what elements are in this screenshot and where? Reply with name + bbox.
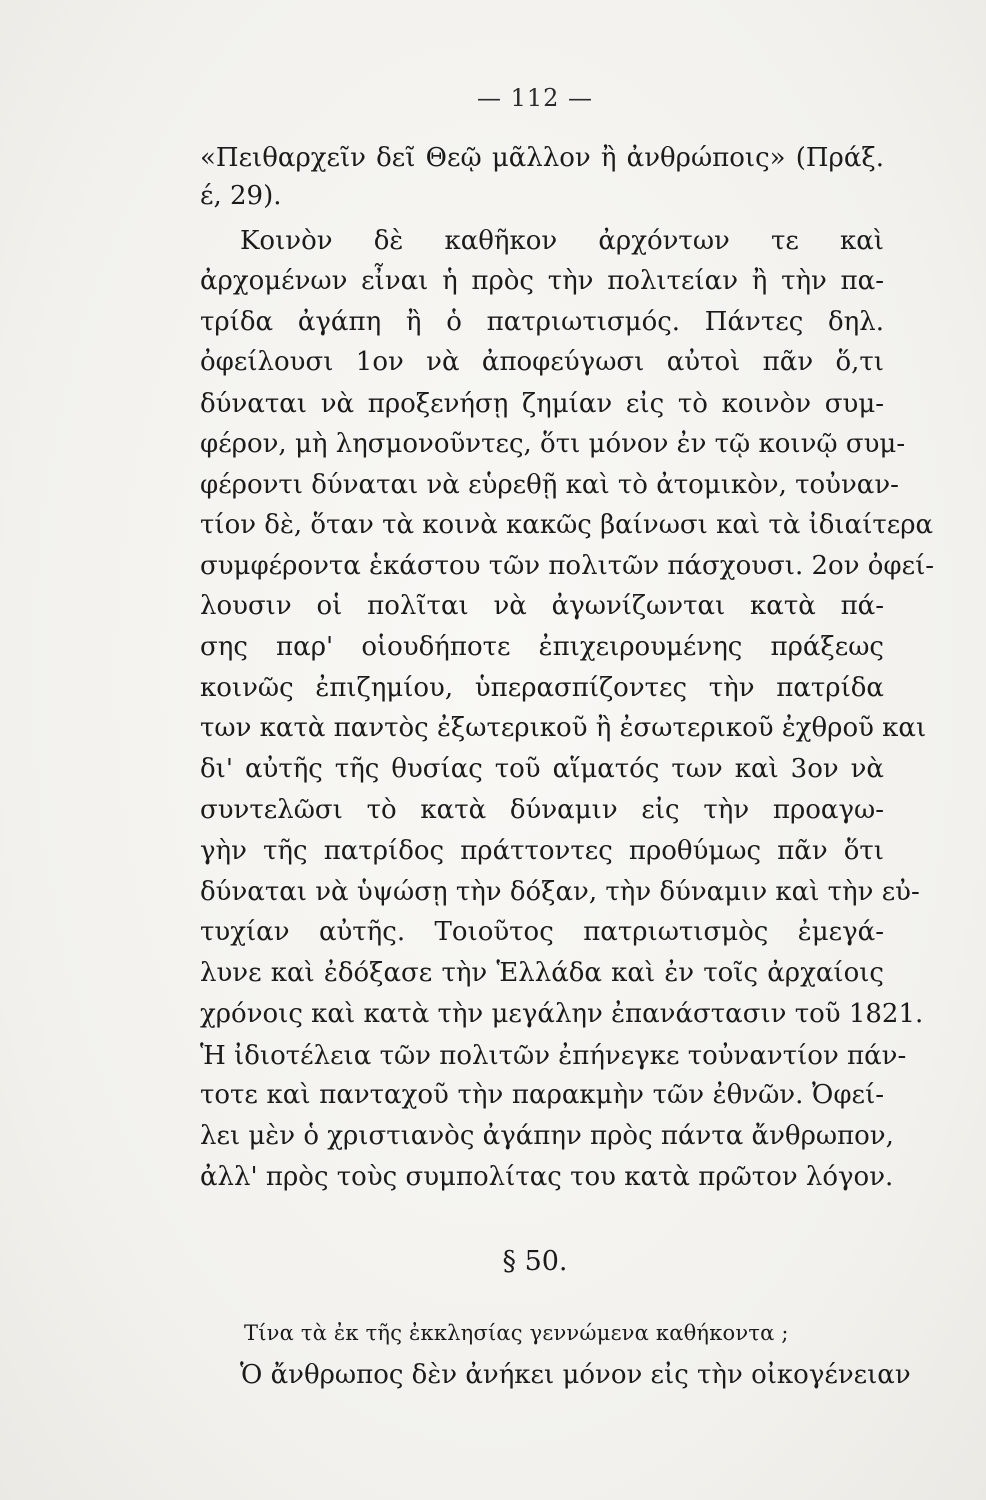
text-line-13: σης παρ' οἱουδήποτε ἐπιχειρουμένης πράξεως xyxy=(200,632,884,662)
text-line-1: «Πειθαρχεῖν δεῖ Θεῷ μᾶλλον ἢ ἀνθρώποις» (Πράξ. xyxy=(200,143,884,173)
text-line-5: τρίδα ἀγάπη ἢ ὁ πατριωτισμός. Πάντες δηλ. xyxy=(200,307,884,337)
text-line-26: ἀλλ' πρὸς τοὺς συμπολίτας του κατὰ πρῶτον λόγον. xyxy=(200,1162,894,1192)
answer-line: Ὁ ἄνθρωπος δὲν ἀνήκει μόνον εἰς τὴν οἰκογένειαν xyxy=(240,1360,911,1390)
section-heading: § 50. xyxy=(502,1246,568,1277)
text-line-19: δύναται νὰ ὑψώσῃ τὴν δόξαν, τὴν δύναμιν καὶ τὴν εὐ- xyxy=(200,877,920,907)
text-line-24: τοτε καὶ πανταχοῦ τὴν παρακμὴν τῶν ἐθνῶν. Ὀφεί- xyxy=(200,1080,884,1110)
text-line-15: των κατὰ παντὸς ἐξωτερικοῦ ἢ ἐσωτερικοῦ ἐχθροῦ και xyxy=(200,713,927,743)
text-line-8: φέρον, μὴ λησμονοῦντες, ὅτι μόνον ἐν τῷ κοινῷ συμ- xyxy=(200,429,906,459)
text-line-3: Κοινὸν δὲ καθῆκον ἀρχόντων τε καὶ xyxy=(240,226,884,256)
text-line-7: δύναται νὰ προξενήσῃ ζημίαν εἰς τὸ κοινὸν συμ- xyxy=(200,389,884,419)
text-line-9: φέροντι δύναται νὰ εὑρεθῇ καὶ τὸ ἀτομικὸν, τοὐναν- xyxy=(200,470,899,500)
text-line-22: χρόνοις καὶ κατὰ τὴν μεγάλην ἐπανάστασιν τοῦ 1821. xyxy=(200,999,924,1029)
text-line-10: τίον δὲ, ὅταν τὰ κοινὰ κακῶς βαίνωσι καὶ τὰ ἰδιαίτερα xyxy=(200,510,934,540)
text-line-17: συντελῶσι τὸ κατὰ δύναμιν εἰς τὴν προαγω- xyxy=(200,795,884,825)
text-line-14: κοινῶς ἐπιζημίου, ὑπερασπίζοντες τὴν πατρίδα xyxy=(200,673,884,703)
page-number: — 112 — xyxy=(476,84,594,112)
text-line-18: γὴν τῆς πατρίδος πράττοντες προθύμως πᾶν ὅτι xyxy=(200,836,884,866)
text-line-21: λυνε καὶ ἐδόξασε τὴν Ἑλλάδα καὶ ἐν τοῖς ἀρχαίοις xyxy=(200,958,884,988)
text-line-4: ἀρχομένων εἶναι ἡ πρὸς τὴν πολιτείαν ἢ τὴν πα- xyxy=(200,266,884,296)
text-line-20: τυχίαν αὐτῆς. Τοιοῦτος πατριωτισμὸς ἐμεγά- xyxy=(200,917,884,947)
text-line-11: συμφέροντα ἑκάστου τῶν πολιτῶν πάσχουσι. 2ον ὀφεί- xyxy=(200,551,935,581)
text-line-25: λει μὲν ὁ χριστιανὸς ἀγάπην πρὸς πάντα ἄνθρωπον, xyxy=(200,1121,894,1151)
question-line: Τίνα τὰ ἐκ τῆς ἐκκλησίας γεννώμενα καθήκοντα ; xyxy=(244,1321,789,1345)
text-line-2: έ, 29). xyxy=(200,181,282,211)
text-line-12: λουσιν οἱ πολῖται νὰ ἀγωνίζωνται κατὰ πά- xyxy=(200,591,884,621)
text-line-6: ὀφείλουσι 1ον νὰ ἀποφεύγωσι αὐτοὶ πᾶν ὅ,τι xyxy=(200,347,884,377)
text-line-16: δι' αὐτῆς τῆς θυσίας τοῦ αἵματός των καὶ 3ον νὰ xyxy=(200,754,884,784)
text-line-23: Ἡ ἰδιοτέλεια τῶν πολιτῶν ἐπήνεγκε τοὐναντίον πάν- xyxy=(200,1041,907,1071)
